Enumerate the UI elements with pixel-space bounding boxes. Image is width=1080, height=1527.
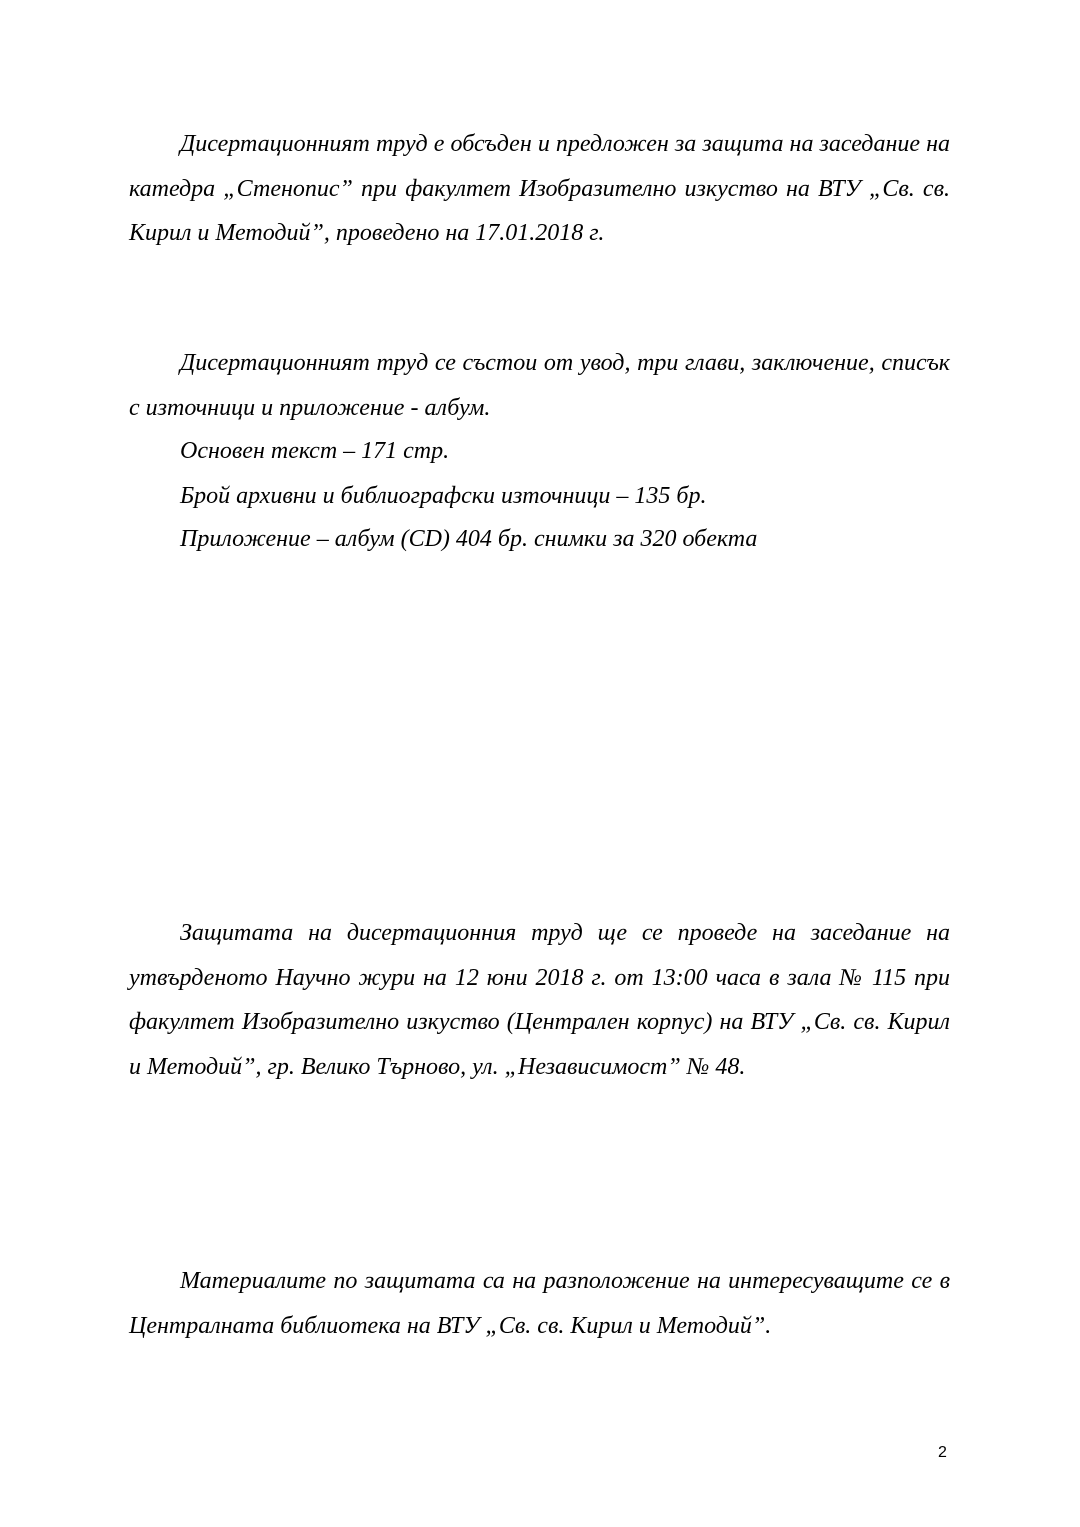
stat-appendix: Приложение – албум (CD) 404 бр. снимки за 320 обекта (180, 526, 758, 552)
stat-sources: Брой архивни и библиографски източници – 135 бр. (180, 483, 707, 509)
page-number: 2 (938, 1444, 947, 1461)
stat-main-text: Основен текст – 171 стр. (180, 438, 450, 464)
paragraph-discussion: Дисертационният труд е обсъден и предложен за защита на заседание на катедра „Стенопис” при факултет Изобразително изкуство на ВТУ „Св. св. Кирил и Методий”, проведено на 17.01.2018 г. (129, 131, 950, 246)
paragraph-defense: Защитата на дисертационния труд ще се проведе на заседание на утвърденото Научно жури на 12 юни 2018 г. от 13:00 часа в зала № 115 при факултет Изобразително изкуство (Централен корпус) на ВТУ „Св. св. Кирил и Методий”, гр. Велико Търново, ул. „Независимост” № 48. (129, 920, 950, 1080)
paragraph-materials: Материалите по защитата са на разположение на интересуващите се в Централната библиотека на ВТУ „Св. св. Кирил и Методий”. (129, 1268, 950, 1339)
paragraph-structure: Дисертационният труд се състои от увод, три глави, заключение, списък с източници и приложение - албум. (129, 350, 950, 421)
